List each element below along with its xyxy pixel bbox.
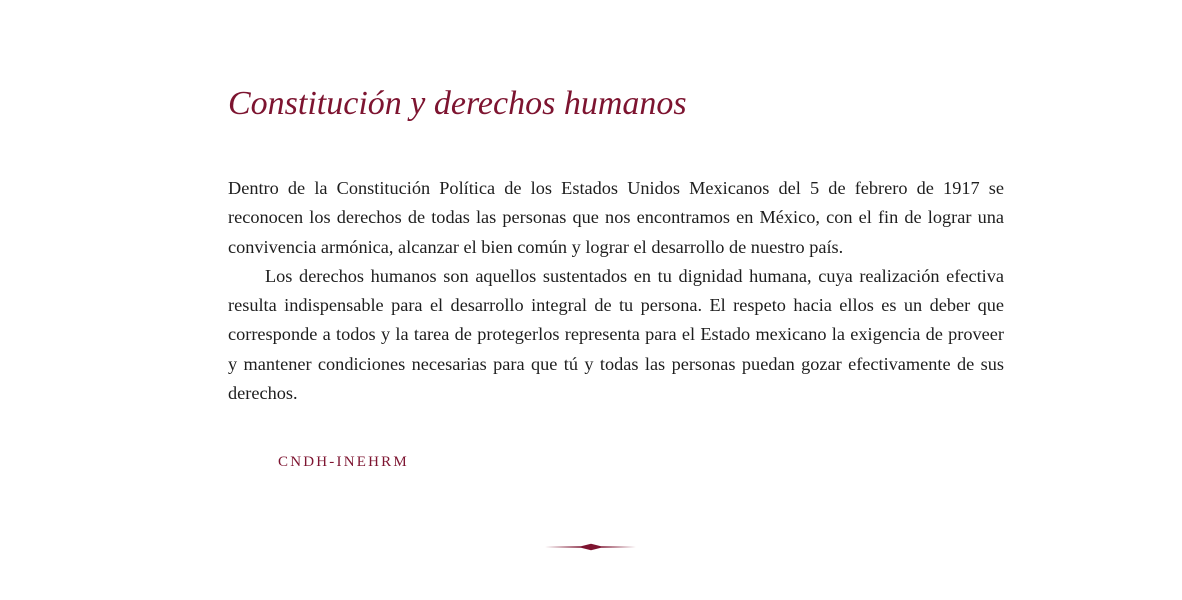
- paragraph-1: Dentro de la Constitución Política de los Estados Unidos Mexicanos del 5 de febrero de 1917 se reconocen los derechos de todas las personas que nos encontramos en México, con el fin de lograr una convivencia armónica, alcanzar el bien común y lograr el desarrollo de nuestro país.: [228, 178, 1004, 257]
- page-title: Constitución y derechos humanos: [228, 85, 687, 122]
- body-text: [228, 174, 1004, 408]
- paragraph-2: Los derechos humanos son aquellos sustentados en tu dignidad humana, cuya realización efectiva resulta indispensable para el desarrollo integral de tu persona. El respeto hacia ellos es un deber que corresponde a todos y la tarea de protegerlos representa para el Estado mexicano la exigencia de proveer y mantener condiciones necesarias para que tú y todas las personas puedan gozar efectivamente de sus derechos.: [228, 265, 1004, 404]
- diamond-rule-ornament-icon: [545, 541, 636, 553]
- source-attribution: CNDH-INEHRM: [278, 454, 409, 470]
